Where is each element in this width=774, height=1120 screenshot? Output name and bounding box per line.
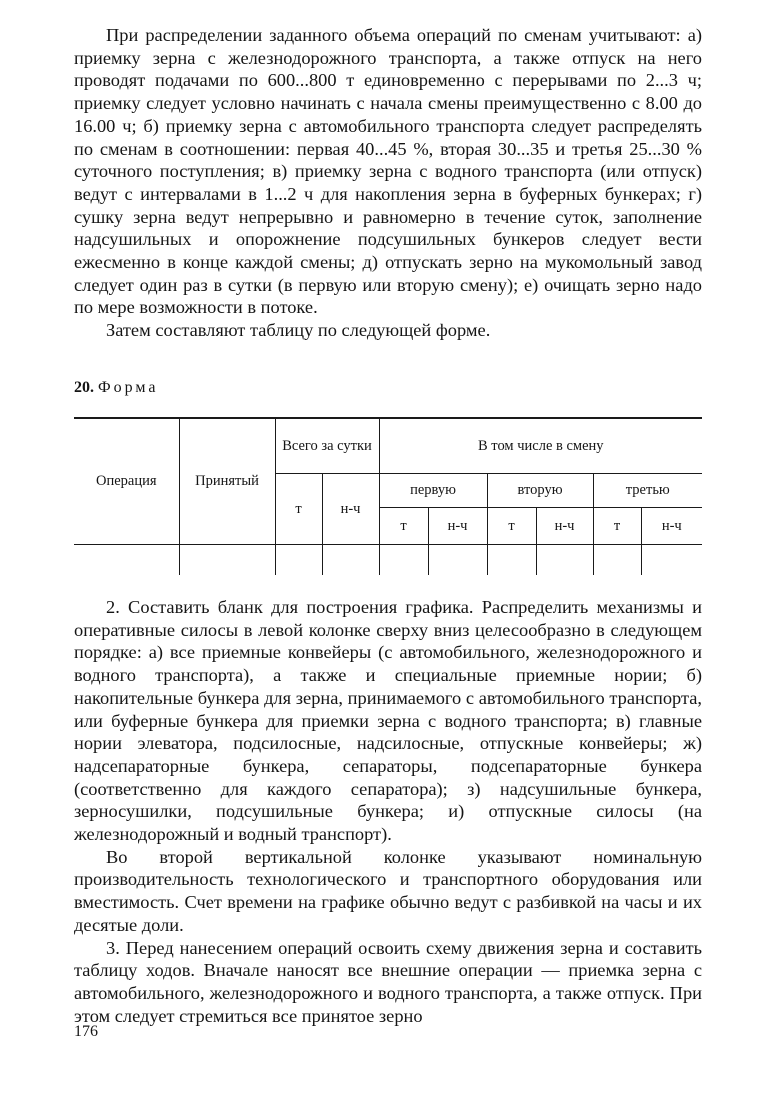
paragraph-distribution: При распределении заданного объема операций по сменам учитывают: а) приемку зерна с железнодорожного транспорта, а также отпуск на него проводят подачами по 600...800 т единовременно с перерывами по 2...3 ч; приемку следует условно начинать с начала смены преимущественно с 8.00 до 16.00 ч; б) приемку зерна с автомобильного транспорта следует распределять по сменам в соотношении: первая 40...45 %, вторая 30...35 и третья 25...30 % суточного поступления; в) приемку зерна с водного транспорта (или отпуск) ведут с интервалами в 1...2 ч для накопления зерна в буферных бункерах; г) сушку зерна ведут непрерывно и равномерно в течение суток, заполнение надсушильных и опорожнение подсушильных бункеров следует вести ежесменно в конце каждой смены; д) отпускать зерно на мукомольный завод следует один раз в сутки (в первую или вторую смену); е) очищать зерно надо по мере возможности в потоке.	[74, 25, 702, 318]
table-cell	[275, 544, 322, 575]
header-accepted: Принятый	[179, 418, 275, 544]
form-table	[74, 417, 702, 575]
header-operation: Операция	[74, 418, 179, 544]
page-number: 176	[74, 1023, 98, 1040]
table-cell	[487, 544, 536, 575]
header-first-t: т	[379, 507, 428, 544]
form-number: 20.	[74, 379, 94, 396]
table-cell	[179, 544, 275, 575]
header-total-per-day: Всего за сутки	[275, 418, 379, 473]
table-cell	[536, 544, 593, 575]
form-caption	[74, 379, 159, 397]
form-title: Форма	[98, 379, 159, 396]
header-shift-second: вторую	[487, 473, 593, 507]
table-cell	[641, 544, 702, 575]
upper-text	[74, 24, 702, 342]
header-second-t: т	[487, 507, 536, 544]
table-cell	[593, 544, 641, 575]
paragraph-step-3: 3. Перед нанесением операций освоить схему движения зерна и составить таблицу ходов. Вначале наносят все внешние операции — приемка зерна с автомобильного, железнодорожного и водного транспорта, а также отпуск. При этом следует стремиться все принятое зерно	[74, 937, 702, 1026]
table-cell	[428, 544, 487, 575]
table-cell	[379, 544, 428, 575]
header-shift-third: третью	[593, 473, 702, 507]
header-by-shift: В том числе в смену	[379, 418, 702, 473]
header-shift-first: первую	[379, 473, 487, 507]
paragraph-step-2: 2. Составить бланк для построения графика. Распределить механизмы и оперативные силосы в левой колонке сверху вниз целесообразно в следующем порядке: а) все приемные конвейеры (с автомобильного, железнодорожного и водного транспорта), а также и специальные приемные нории; б) накопительные бункера для зерна, принимаемого с автомобильного транспорта, или буферные бункера для приемки зерна с водного транспорта; в) главные нории элеватора, подсилосные, надсилосные, отпускные конвейеры; ж) надсепараторные бункера, сепараторы, подсепараторные бункера (соответственно для каждого сепаратора); з) надсушильные бункера, зерносушилки, подсушильные бункера; и) отпускные силосы (на железнодорожный и водный транспорт).	[74, 597, 702, 845]
paragraph-table-intro: Затем составляют таблицу по следующей форме.	[106, 320, 491, 341]
header-second-nch: н-ч	[536, 507, 593, 544]
header-total-t: т	[275, 473, 322, 544]
table-row	[74, 544, 702, 575]
header-first-nch: н-ч	[428, 507, 487, 544]
header-third-nch: н-ч	[641, 507, 702, 544]
header-third-t: т	[593, 507, 641, 544]
lower-text	[74, 596, 702, 1027]
table-cell	[74, 544, 179, 575]
header-total-nch: н-ч	[322, 473, 379, 544]
table-cell	[322, 544, 379, 575]
paragraph-second-column: Во второй вертикальной колонке указывают номинальную производительность технологического и транспортного оборудования или вместимость. Счет времени на графике обычно ведут с разбивкой на часы и их десятые доли.	[74, 846, 702, 935]
